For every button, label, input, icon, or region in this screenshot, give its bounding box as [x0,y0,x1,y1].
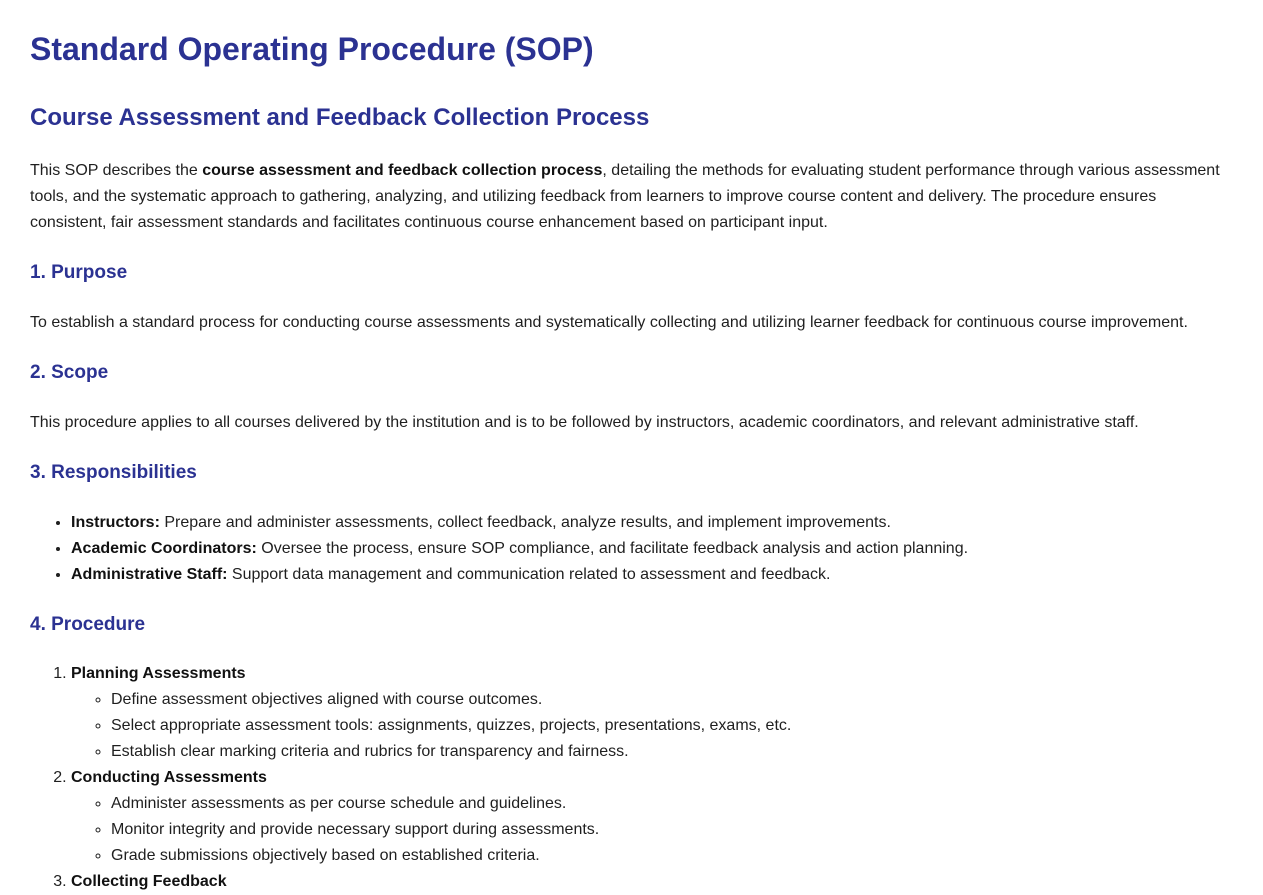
role-description: Prepare and administer assessments, collect feedback, analyze results, and implement improvements. [159,513,891,531]
section-heading-scope: 2. Scope [30,361,109,383]
page-subtitle: Course Assessment and Feedback Collection Process [30,104,650,132]
section-heading-procedure: 4. Procedure [30,613,146,635]
intro-text-pre: This SOP describes the [30,162,203,180]
section-heading-purpose: 1. Purpose [30,262,128,284]
procedure-step-collecting-feedback [71,869,1220,895]
procedure-step-conducting [71,765,1220,869]
procedure-step-title: Planning Assessments [71,665,246,683]
substep-item: ◦ Establish clear marking criteria and rubrics for transparency and fairness. [111,739,1220,765]
page-title: Standard Operating Procedure (SOP) [30,31,594,67]
procedure-substeps [71,687,1220,765]
procedure-step-title: Conducting Assessments [71,769,267,787]
substep-item: ◦ Monitor integrity and provide necessary support during assessments. [111,817,1220,843]
scope-paragraph: This procedure applies to all courses delivered by the institution and is to be followed by instructors, academic coordinators, and relevant administrative staff. [30,413,1139,431]
role-label: Administrative Staff: [71,565,228,583]
list-item-academic-coordinators [71,536,1220,562]
role-label: Academic Coordinators: [71,539,257,557]
procedure-list [30,661,1220,895]
intro-text-post: , detailing the methods for evaluating student performance through various assessment tools, and the systematic approach to gathering, analyzing, and utilizing feedback from learners to improve course content and delivery. The procedure ensures consistent, fair assessment standards and facilitates continuous course enhancement based on participant input. [30,162,1220,232]
intro-paragraph [30,158,1220,236]
list-item-administrative-staff [71,562,1220,588]
procedure-step-title: Collecting Feedback [71,873,227,891]
substep-item: ◦ Define assessment objectives aligned with course outcomes. [111,687,1220,713]
intro-text-bold: course assessment and feedback collection process [202,162,603,180]
substep-item: ◦ Administer assessments as per course schedule and guidelines. [111,791,1220,817]
substep-item: ◦ Grade submissions objectively based on established criteria. [111,843,1220,869]
role-label: Instructors: [71,513,160,531]
procedure-step-planning [71,661,1220,765]
purpose-paragraph: To establish a standard process for conducting course assessments and systematically collecting and utilizing learner feedback for continuous course improvement. [30,313,1188,331]
role-description: Support data management and communication related to assessment and feedback. [227,565,831,583]
role-description: Oversee the process, ensure SOP compliance, and facilitate feedback analysis and action planning. [256,539,969,557]
responsibilities-list [30,510,1220,588]
section-heading-responsibilities: 3. Responsibilities [30,461,197,483]
substep-item: ◦ Select appropriate assessment tools: assignments, quizzes, projects, presentations, exams, etc. [111,713,1220,739]
list-item-instructors [71,510,1220,536]
